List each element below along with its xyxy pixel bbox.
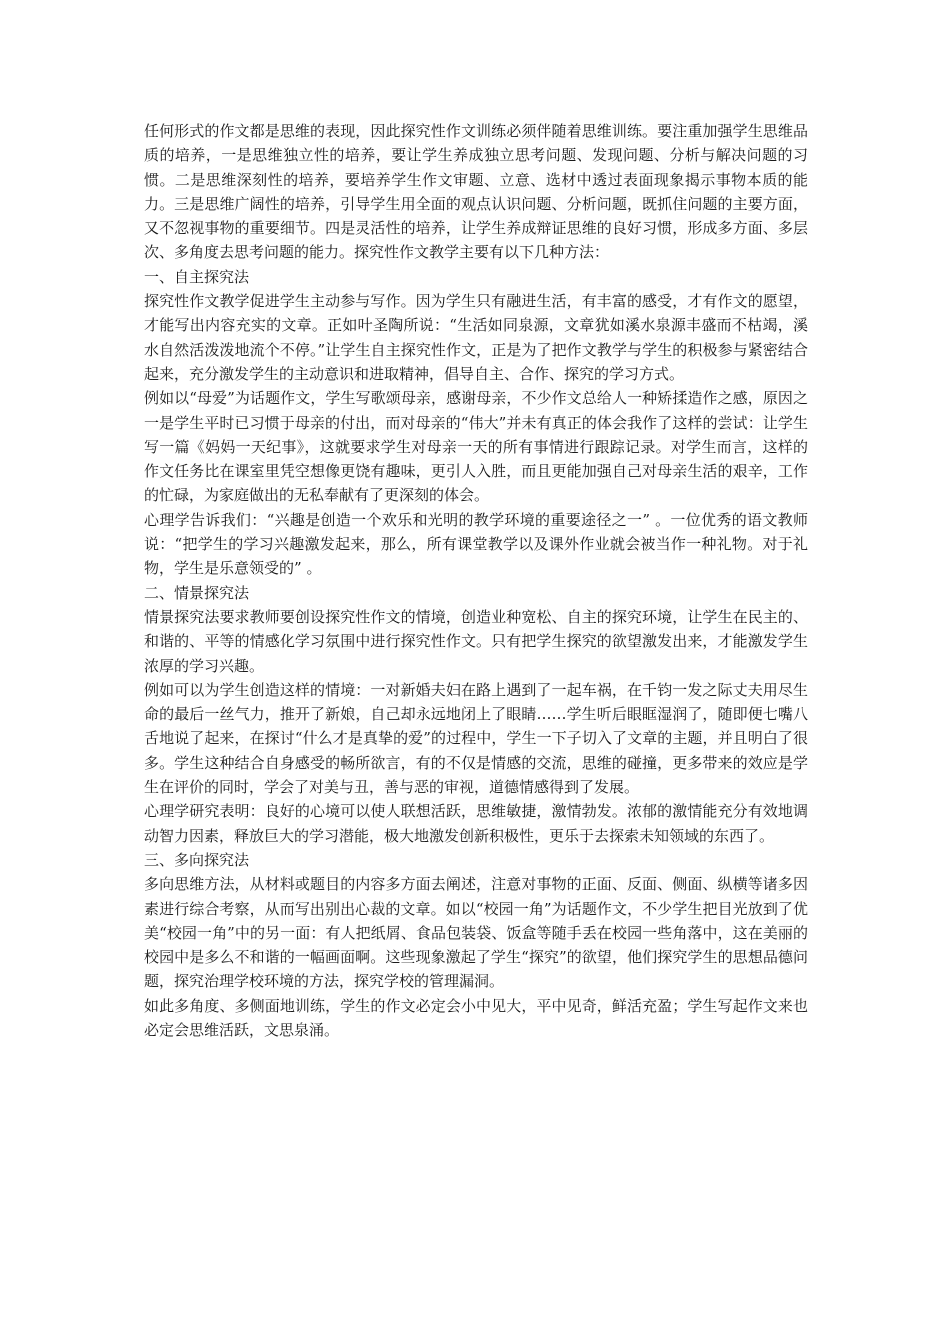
section-heading: 二、情景探究法 <box>144 583 250 602</box>
body-paragraph: 例如以“母爱”为话题作文，学生写歌颂母亲，感谢母亲，不少作文总给人一种矫揉造作之感，原因之一是学生平时已习惯于母亲的付出，而对母亲的“伟大”并未有真正的体会我作了这样的尝试：让学生写一篇《妈妈一天纪事》，这就要求学生对母亲一天的所有事情进行跟踪记录。对学生而言，这样的作文任务比在课室里凭空想像更饶有趣味，更引人入胜，而且更能加强自己对母亲生活的艰辛，工作的忙碌，为家庭做出的无私奉献有了更深刻的体会。 <box>144 389 808 505</box>
body-paragraph: 例如可以为学生创造这样的情境：一对新婚夫妇在路上遇到了一起车祸，在千钧一发之际丈夫用尽生命的最后一丝气力，推开了新娘，自己却永远地闭上了眼睛……学生听后眼眶湿润了，随即便七嘴八舌地说了起来，在探讨“什么才是真挚的爱”的过程中，学生一下子切入了文章的主题，并且明白了很多。学生这种结合自身感受的畅所欲言，有的不仅是情感的交流，思维的碰撞，更多带来的效应是学生在评价的同时，学会了对美与丑，善与恶的审视，道德情感得到了发展。 <box>144 680 808 797</box>
section-heading: 一、自主探究法 <box>144 267 250 286</box>
body-paragraph: 任何形式的作文都是思维的表现，因此探究性作文训练必须伴随着思维训练。要注重加强学生思维品质的培养，一是思维独立性的培养，要让学生养成独立思考问题、发现问题、分析与解决问题的习惯。二是思维深刻性的培养，要培养学生作文审题、立意、选材中透过表面现象揭示事物本质的能力。三是思维广阔性的培养，引导学生用全面的观点认识问题、分析问题，既抓住问题的主要方面，又不忽视事物的重要细节。四是灵活性的培养，让学生养成辩证思维的良好习惯，形成多方面、多层次、多角度去思考问题的能力。探究性作文教学主要有以下几种方法： <box>144 122 808 262</box>
body-paragraph: 多向思维方法，从材料或题目的内容多方面去阐述，注意对事物的正面、反面、侧面、纵横等诸多因素进行综合考察，从而写出别出心裁的文章。如以“校园一角”为话题作文，不少学生把目光放到了优美“校园一角”中的另一面：有人把纸屑、食品包装袋、饭盒等随手丢在校园一些角落中，这在美丽的校园中是多么不和谐的一幅画面啊。这些现象激起了学生“探究”的欲望，他们探究学生的思想品德问题，探究治理学校环境的方法，探究学校的管理漏洞。 <box>144 875 808 991</box>
body-paragraph: 如此多角度、多侧面地训练，学生的作文必定会小中见大，平中见奇，鲜活充盈；学生写起作文来也必定会思维活跃，文思泉涌。 <box>144 996 808 1039</box>
body-paragraph: 心理学研究表明：良好的心境可以使人联想活跃，思维敏捷，激情勃发。浓郁的激情能充分有效地调动智力因素，释放巨大的学习潜能，极大地激发创新积极性，更乐于去探索未知领域的东西了。 <box>144 802 808 845</box>
section-heading: 三、多向探究法 <box>144 850 250 869</box>
document-page <box>144 119 808 1042</box>
body-paragraph: 情景探究法要求教师要创设探究性作文的情境，创造业种宽松、自主的探究环境，让学生在民主的、和谐的、平等的情感化学习氛围中进行探究性作文。只有把学生探究的欲望激发出来，才能激发学生浓厚的学习兴趣。 <box>144 607 808 675</box>
body-paragraph: 心理学告诉我们：“兴趣是创造一个欢乐和光明的教学环境的重要途径之一” 。一位优秀的语文教师说：“把学生的学习兴趣激发起来，那么，所有课堂教学以及课外作业就会被当作一种礼物。对于礼物，学生是乐意领受的” 。 <box>144 510 808 578</box>
body-paragraph: 探究性作文教学促进学生主动参与写作。因为学生只有融进生活，有丰富的感受，才有作文的愿望，才能写出内容充实的文章。正如叶圣陶所说：“生活如同泉源，文章犹如溪水泉源丰盛而不枯竭，溪水自然活泼泼地流个不停。”让学生自主探究性作文，正是为了把作文教学与学生的积极参与紧密结合起来，充分激发学生的主动意识和进取精神，倡导自主、合作、探究的学习方式。 <box>144 292 808 383</box>
